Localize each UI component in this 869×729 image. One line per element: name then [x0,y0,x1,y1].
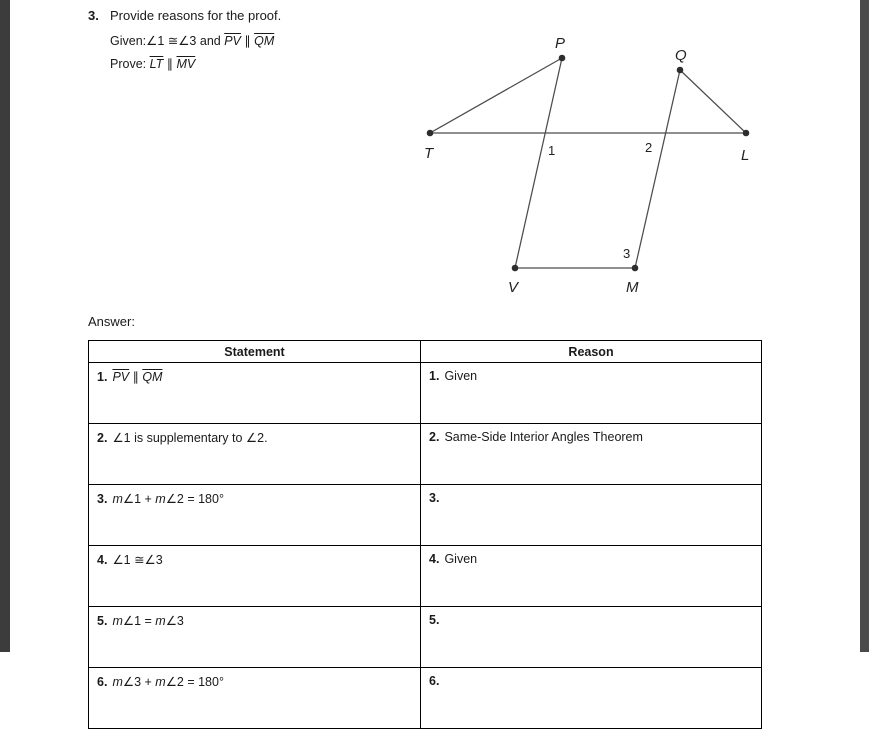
point-L-dot [743,130,750,137]
text-part: $\overline{PV}$ [224,34,241,48]
statement-cell [89,546,421,607]
reason-number: 2. [429,430,440,444]
text-part: m [112,614,123,628]
table-header-row [89,341,762,363]
reason-number: 5. [429,613,440,627]
reason-text: Given [444,369,478,383]
table-row [89,607,762,668]
prove-statement [110,56,195,71]
text-part: $\overline{QM}$ [254,34,275,48]
right-edge-strip [860,0,869,652]
reason-cell [421,607,762,668]
segment-TP [430,58,562,133]
problem-title: Provide reasons for the proof. [110,8,282,23]
proof-table-body [89,363,762,729]
text-part: $\overline{QM}$ [142,370,163,384]
text-part: ∥ [240,34,255,48]
statement-number: 4. [97,553,108,567]
text-part: Given:∠1 ≅∠3 and [110,34,225,48]
text-part: m [155,614,166,628]
statement-text [112,370,162,384]
statement-cell [89,485,421,546]
reason-number: 1. [429,369,440,383]
text-part: m [155,492,166,506]
text-part: m [155,675,166,689]
reason-cell [421,424,762,485]
statement-text [112,675,224,689]
point-M-dot [632,265,639,272]
text-part: Prove: [110,57,150,71]
text-part: ∥ [163,57,177,71]
problem-header [88,8,281,23]
text-part: m [112,675,123,689]
point-T-dot [427,130,434,137]
reason-text: Same-Side Interior Angles Theorem [444,430,643,444]
angle-label-3: 3 [623,246,631,261]
problem-number: 3. [88,8,99,23]
reason-number: 6. [429,674,440,688]
answer-label: Answer: [88,314,135,329]
statement-number: 5. [97,614,108,628]
point-V-dot [512,265,519,272]
statement-cell [89,668,421,729]
statement-text [112,614,183,628]
statement-number: 1. [97,370,108,384]
segment-PV [515,58,562,268]
text-part: $\overline{MV}$ [176,57,196,71]
reason-cell [421,485,762,546]
left-edge-strip [0,0,10,652]
text-part: ∠1 ≅∠3 [112,553,163,567]
table-row [89,485,762,546]
statement-number: 2. [97,431,108,445]
statement-header: Statement [89,341,421,363]
table-row [89,668,762,729]
statement-cell [89,424,421,485]
point-P-dot [559,55,566,62]
statement-text [112,553,162,567]
table-row [89,363,762,424]
point-label-T: T [424,145,434,162]
point-label-M: M [626,279,639,296]
point-label-Q: Q [675,47,687,64]
text-part: ∠2 = 180° [165,492,224,506]
reason-header: Reason [421,341,762,363]
text-part: ∠1 + [122,492,156,506]
reason-cell [421,546,762,607]
table-row [89,424,762,485]
point-Q-dot [677,67,684,74]
text-part: $\overline{LT}$ [149,57,164,71]
reason-cell [421,668,762,729]
statement-number: 3. [97,492,108,506]
statement-text [112,431,267,445]
segment-QL [680,70,746,133]
statement-cell [89,363,421,424]
reason-text: Given [444,552,478,566]
geometry-diagram [415,28,765,308]
angle-label-2: 2 [645,140,653,155]
text-part: ∥ [129,370,143,384]
given-statement [110,33,274,48]
point-label-V: V [508,279,519,296]
point-label-L: L [741,147,750,164]
text-part: ∠1 = [122,614,156,628]
reason-cell [421,363,762,424]
reason-number: 3. [429,491,440,505]
statement-number: 6. [97,675,108,689]
segment-QM [635,70,680,268]
statement-text [112,492,224,506]
text-part: ∠2 = 180° [165,675,224,689]
text-part: ∠1 is supplementary to ∠2. [112,431,268,445]
angle-label-1: 1 [548,143,556,158]
proof-table [88,340,762,729]
text-part: m [112,492,123,506]
text-part: $\overline{PV}$ [112,370,130,384]
statement-cell [89,607,421,668]
text-part: ∠3 [165,614,184,628]
reason-number: 4. [429,552,440,566]
table-row [89,546,762,607]
text-part: ∠3 + [122,675,156,689]
point-label-P: P [555,35,566,52]
